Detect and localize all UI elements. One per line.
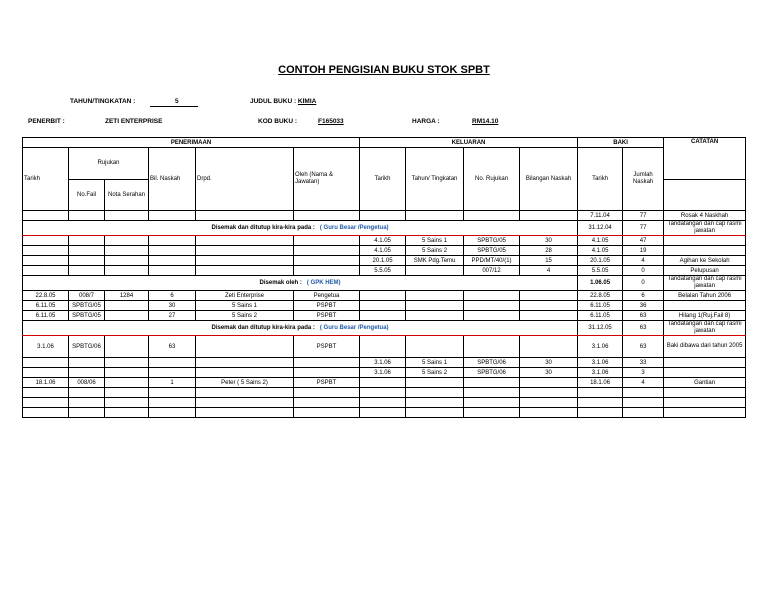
baki-tarikh: 6.11.05 <box>578 301 623 311</box>
table-row <box>23 358 746 368</box>
keluaran-bil: 15 <box>520 256 578 266</box>
summary-text: Disemak oleh : <box>259 280 302 286</box>
keluaran-rujukan: SPBTG/06 <box>464 358 520 368</box>
baki-jumlah: 19 <box>623 246 664 256</box>
keluaran-bil: 30 <box>520 358 578 368</box>
baki-tarikh: 3.1.06 <box>578 358 623 368</box>
baki-jumlah: 77 <box>623 221 664 236</box>
keluaran-header: KELUARAN <box>360 138 578 148</box>
catatan-cell: Tandatangan dan cap rasmi jawatan <box>664 276 746 291</box>
keluaran-tarikh: 20.1.05 <box>360 256 406 266</box>
summary-text: Disemak dan ditutup kira-kira pada : <box>211 225 315 231</box>
judul-label <box>250 98 316 105</box>
tahun-value: 5 <box>175 98 179 105</box>
keluaran-tarikh: 3.1.06 <box>360 358 406 368</box>
table-row <box>23 301 746 311</box>
col-rujukan: Rujukan <box>69 148 149 180</box>
penerimaan-tarikh: 6.11.05 <box>23 311 69 321</box>
catatan-cell: Rosak 4 Naskhah <box>664 211 746 221</box>
summary-text: Disemak dan ditutup kira-kira pada : <box>211 325 315 331</box>
penerimaan-no-fail: SPBTG/06 <box>69 336 105 358</box>
col-drpd: Drpd. <box>196 148 294 211</box>
catatan-spacer <box>664 179 746 211</box>
baki-tarikh: 31.12.05 <box>578 321 623 336</box>
catatan-cell: Agihan ke Sekolah <box>664 256 746 266</box>
penerimaan-bil: 30 <box>149 301 196 311</box>
baki-tarikh: 20.1.05 <box>578 256 623 266</box>
baki-jumlah: 0 <box>623 266 664 276</box>
col-bil-naskah: Bil. Naskah <box>149 148 196 211</box>
keluaran-rujukan: SPBTG/05 <box>464 246 520 256</box>
tahun-label: TAHUN/TINGKATAN : <box>70 98 136 105</box>
kod-value: F165033 <box>318 118 344 125</box>
penerimaan-oleh: PSPBT <box>294 378 360 388</box>
keluaran-rujukan: SPBTG/06 <box>464 368 520 378</box>
keluaran-tahun: 5 Sains 2 <box>406 368 464 378</box>
baki-tarikh: 3.1.06 <box>578 368 623 378</box>
penerimaan-tarikh: 18.1.06 <box>23 378 69 388</box>
penerimaan-tarikh: 22.8.05 <box>23 291 69 301</box>
baki-jumlah: 47 <box>623 236 664 246</box>
penerimaan-drpd: Peter ( 5 Sains 2) <box>196 378 294 388</box>
penerimaan-oleh: Pengetua <box>294 291 360 301</box>
table-row <box>23 236 746 246</box>
table-row <box>23 291 746 301</box>
penerimaan-drpd: 5 Sains 2 <box>196 311 294 321</box>
table-row <box>23 321 746 336</box>
baki-tarikh: 5.5.05 <box>578 266 623 276</box>
keluaran-tahun: 5 Sains 2 <box>406 246 464 256</box>
col-oleh: Oleh (Nama & Jawatan) <box>294 148 360 211</box>
baki-jumlah: 36 <box>623 301 664 311</box>
keluaran-tahun: 5 Sains 1 <box>406 358 464 368</box>
catatan-cell: Gantian <box>664 378 746 388</box>
penerimaan-oleh: PSPBT <box>294 336 360 358</box>
table-row <box>23 266 746 276</box>
col-nota-serahan: Nota Serahan <box>105 179 149 211</box>
baki-tarikh: 7.11.04 <box>578 211 623 221</box>
baki-tarikh: 3.1.06 <box>578 336 623 358</box>
baki-jumlah: 33 <box>623 358 664 368</box>
baki-jumlah: 63 <box>623 321 664 336</box>
baki-jumlah: 63 <box>623 336 664 358</box>
penerimaan-bil: 1 <box>149 378 196 388</box>
baki-tarikh: 6.11.05 <box>578 311 623 321</box>
catatan-header: CATATAN <box>664 138 746 180</box>
keluaran-tarikh: 4.1.05 <box>360 236 406 246</box>
penerimaan-no-fail: SPBTG/05 <box>69 301 105 311</box>
summary-cell <box>23 221 578 236</box>
baki-tarikh: 18.1.06 <box>578 378 623 388</box>
baki-tarikh: 31.12.04 <box>578 221 623 236</box>
table-row <box>23 398 746 408</box>
table-row <box>23 311 746 321</box>
col-k-tahun: Tahun/ Tingkatan <box>406 148 464 211</box>
penerimaan-oleh: PSPBT <box>294 311 360 321</box>
summary-cell <box>23 321 578 336</box>
penerimaan-tarikh: 6.11.05 <box>23 301 69 311</box>
keluaran-rujukan: 007/12 <box>464 266 520 276</box>
judul-value: KIMIA <box>297 98 317 105</box>
baki-jumlah: 0 <box>623 276 664 291</box>
keluaran-rujukan: PPD/MT/40/(1) <box>464 256 520 266</box>
table-row <box>23 378 746 388</box>
table-row <box>23 246 746 256</box>
penerimaan-tarikh: 3.1.06 <box>23 336 69 358</box>
keluaran-tarikh: 3.1.06 <box>360 368 406 378</box>
catatan-cell: Belalan Tahun 2006 <box>664 291 746 301</box>
tahun-underline <box>150 106 198 107</box>
catatan-cell: Tandatangan dan cap rasmi jawatan <box>664 221 746 236</box>
penerimaan-bil: 63 <box>149 336 196 358</box>
summary-cell <box>23 276 578 291</box>
summary-who: ( Guru Besar /Pengetua) <box>319 225 389 231</box>
baki-tarikh: 4.1.05 <box>578 246 623 256</box>
table-row <box>23 211 746 221</box>
keluaran-tahun: SMK Pdg.Temu <box>406 256 464 266</box>
kod-label: KOD BUKU : <box>258 118 297 125</box>
baki-jumlah: 4 <box>623 378 664 388</box>
table-row <box>23 408 746 418</box>
baki-header: BAKI <box>578 138 664 148</box>
keluaran-tarikh: 5.5.05 <box>360 266 406 276</box>
catatan-cell: Baki dibawa dari tahun 2005 <box>664 336 746 358</box>
baki-jumlah: 6 <box>623 291 664 301</box>
penerimaan-header: PENERIMAAN <box>23 138 360 148</box>
table-row <box>23 276 746 291</box>
keluaran-tarikh: 4.1.05 <box>360 246 406 256</box>
col-no-fail: No.Fail <box>69 179 105 211</box>
penerbit-value: ZETI ENTERPRISE <box>105 118 163 125</box>
table-row <box>23 256 746 266</box>
col-k-rujukan: No. Rujukan <box>464 148 520 211</box>
col-k-tarikh: Tarikh <box>360 148 406 211</box>
table-row <box>23 336 746 358</box>
penerimaan-no-fail: 008/06 <box>69 378 105 388</box>
baki-jumlah: 3 <box>623 368 664 378</box>
catatan-cell: Hilang 1(Ruj.Fail 8) <box>664 311 746 321</box>
penerimaan-drpd: Zeti Enterprise <box>196 291 294 301</box>
catatan-cell: Pelupusan <box>664 266 746 276</box>
keluaran-bil: 30 <box>520 236 578 246</box>
judul-label-text: JUDUL BUKU : <box>250 98 297 105</box>
penerimaan-no-fail: 008/7 <box>69 291 105 301</box>
penerimaan-bil: 6 <box>149 291 196 301</box>
baki-tarikh: 4.1.05 <box>578 236 623 246</box>
col-tarikh: Tarikh <box>23 148 69 211</box>
table-row <box>23 368 746 378</box>
harga-value: RM14.10 <box>472 118 499 125</box>
col-b-jumlah: Jumlah Naskah <box>623 148 664 211</box>
penerimaan-no-fail: SPBTG/05 <box>69 311 105 321</box>
page-title: CONTOH PENGISIAN BUKU STOK SPBT <box>278 64 490 76</box>
baki-tarikh: 22.8.05 <box>578 291 623 301</box>
col-k-bilangan: Bilangan Naskah <box>520 148 578 211</box>
keluaran-tahun: 5 Sains 1 <box>406 236 464 246</box>
stock-table <box>22 137 746 418</box>
baki-jumlah: 63 <box>623 311 664 321</box>
penerimaan-bil: 27 <box>149 311 196 321</box>
penerimaan-drpd: 5 Sains 1 <box>196 301 294 311</box>
table-row <box>23 221 746 236</box>
keluaran-bil: 30 <box>520 368 578 378</box>
catatan-cell: Tandatangan dan cap rasmi jawatan <box>664 321 746 336</box>
penerbit-label: PENERBIT : <box>28 118 65 125</box>
summary-who: ( GPK HEM) <box>306 280 341 286</box>
penerimaan-oleh: PSPBT <box>294 301 360 311</box>
summary-who: ( Guru Besar /Pengetua) <box>319 325 389 331</box>
table-row <box>23 388 746 398</box>
penerimaan-nota: 1284 <box>105 291 149 301</box>
keluaran-rujukan: SPBTG/05 <box>464 236 520 246</box>
baki-jumlah: 4 <box>623 256 664 266</box>
col-b-tarikh: Tarikh <box>578 148 623 211</box>
harga-label: HARGA : <box>412 118 440 125</box>
baki-tarikh: 1.06.05 <box>578 276 623 291</box>
keluaran-bil: 4 <box>520 266 578 276</box>
keluaran-bil: 28 <box>520 246 578 256</box>
baki-jumlah: 77 <box>623 211 664 221</box>
